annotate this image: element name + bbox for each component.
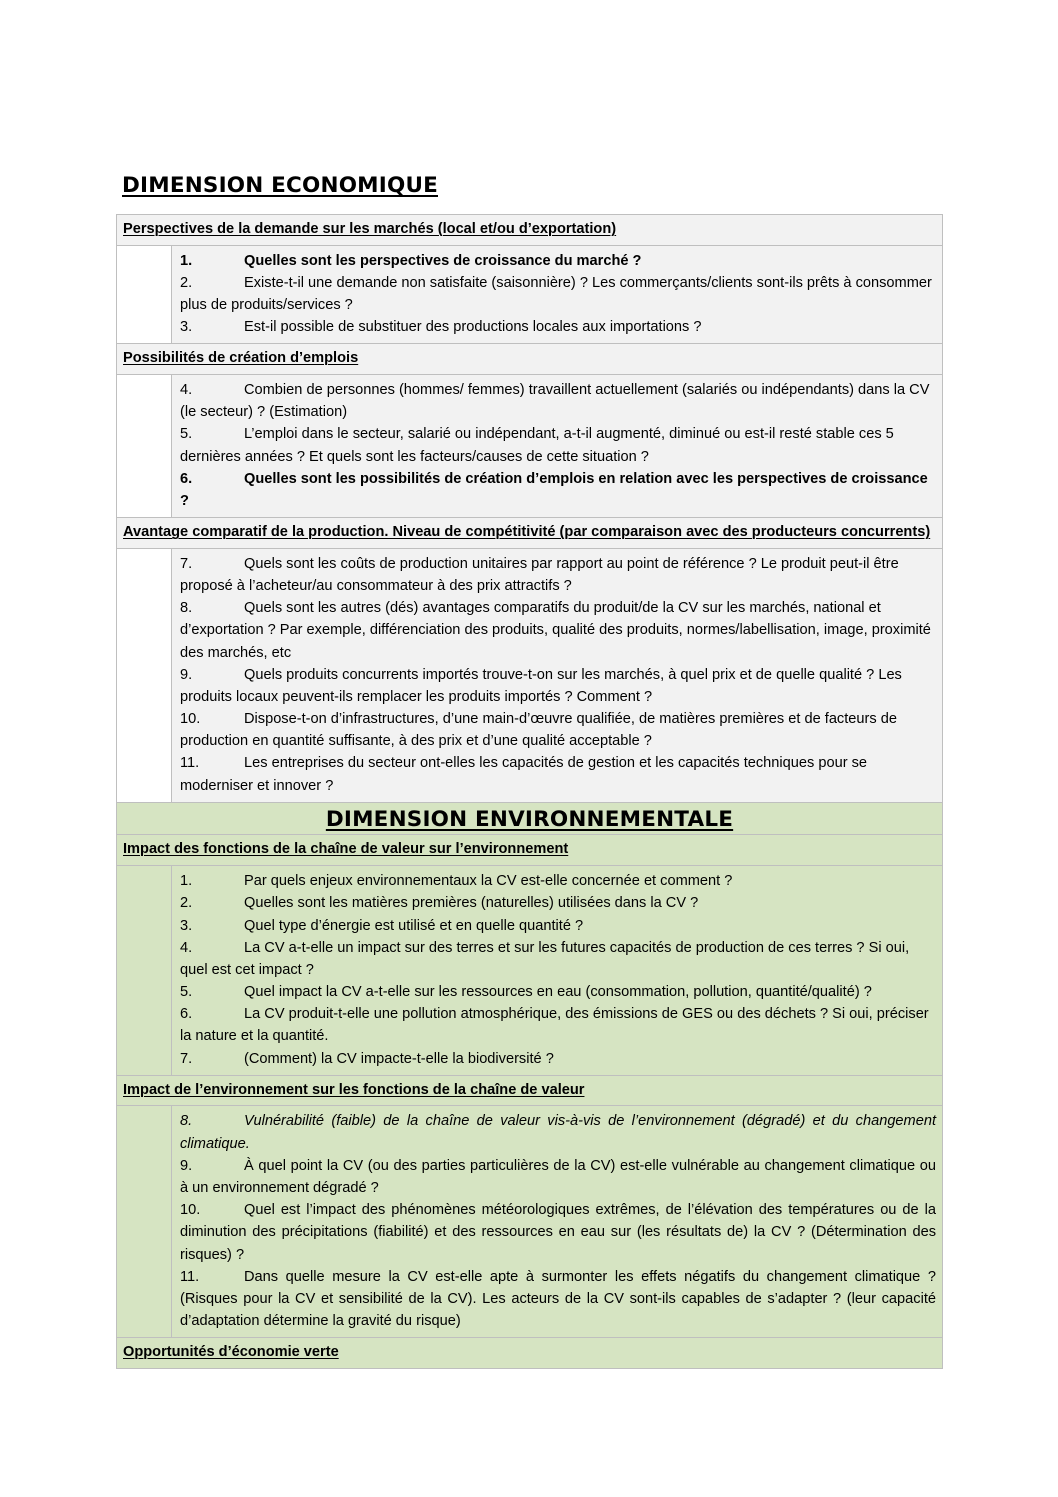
- question-text: La CV a-t-elle un impact sur des terres et sur les futures capacités de production de ces terres ? Si oui, quel est cet impact ?: [180, 939, 910, 978]
- section-header-creation-emplois: [117, 344, 943, 375]
- question-text: Quel impact la CV a-t-elle sur les ressources en eau (consommation, pollution, quantité/qualité) ?: [244, 984, 872, 1001]
- question-number: 3.: [180, 917, 193, 934]
- section-header-row: [117, 344, 943, 375]
- section-header-row: [117, 1075, 943, 1106]
- gutter-cell: [117, 375, 172, 518]
- questions-row: [117, 375, 943, 518]
- question-number: 4.: [180, 382, 193, 399]
- questionnaire-table-body: [117, 215, 943, 1369]
- question-text: Quelles sont les possibilités de création d’emplois en relation avec les perspectives de croissance ?: [180, 470, 928, 509]
- question-text: Quels produits concurrents importés trouve-t-on sur les marchés, à quel prix et de quelle qualité ? Les produits locaux peuvent-ils remplacer les produits importés ? Comment ?: [180, 666, 902, 705]
- question-number: 7.: [180, 1050, 193, 1067]
- question-item: [172, 1266, 936, 1333]
- question-number: 1.: [180, 873, 193, 890]
- question-number: 9.: [180, 1157, 193, 1174]
- question-text: Dans quelle mesure la CV est-elle apte à surmonter les effets négatifs du changement climatique ? (Risques pour la CV et sensibilité de la CV). Les acteurs de la CV sont-ils capables de s’adapter ? (leur capacité d’adaptation détermine la gravité du risque): [180, 1268, 936, 1330]
- section-header-row: [117, 1338, 943, 1369]
- section-header-label: Avantage comparatif de la production. Niveau de compétitivité (par comparaison avec des producteurs concurrents): [123, 524, 931, 541]
- question-item: [172, 870, 936, 892]
- question-item: [172, 1199, 936, 1266]
- dimension-banner-cell: [117, 802, 943, 835]
- section-header-label: Impact de l’environnement sur les fonctions de la chaîne de valeur: [123, 1081, 585, 1098]
- question-number: 5.: [180, 426, 193, 443]
- section-header-impact-environnement-fonctions: [117, 1075, 943, 1106]
- question-number: 3.: [180, 319, 193, 336]
- question-item: [172, 915, 936, 937]
- section-header-avantage-comparatif: [117, 518, 943, 549]
- question-number: 10.: [180, 711, 201, 728]
- question-number: 5.: [180, 984, 193, 1001]
- question-number: 2.: [180, 274, 193, 291]
- question-item: [172, 708, 936, 752]
- question-number: 11.: [180, 755, 200, 772]
- question-number: 10.: [180, 1202, 201, 1219]
- question-item: [172, 1048, 936, 1070]
- question-number: 4.: [180, 939, 193, 956]
- section-header-label: Perspectives de la demande sur les marchés (local et/ou d’exportation): [123, 221, 617, 237]
- questions-row: [117, 866, 943, 1076]
- questions-cell-avantage-comparatif: [172, 548, 943, 802]
- questions-row: [117, 548, 943, 802]
- question-item: [172, 1003, 936, 1047]
- questions-row: [117, 1106, 943, 1338]
- question-text: La CV produit-t-elle une pollution atmosphérique, des émissions de GES ou des déchets ? Si oui, préciser la nature et la quantité.: [180, 1006, 929, 1045]
- page-title-environmental-dimension: DIMENSION ENVIRONNEMENTALE: [325, 806, 734, 832]
- question-number: 6.: [180, 470, 193, 487]
- question-text: Quels sont les autres (dés) avantages comparatifs du produit/de la CV sur les marchés, national et d’exportation ? Par exemple, différenciation des produits, qualité des produits, normes/labellisation, image, proximité des marchés, etc: [180, 600, 931, 661]
- question-item: [172, 981, 936, 1003]
- question-text: Quelles sont les matières premières (naturelles) utilisées dans la CV ?: [244, 895, 699, 912]
- question-number: 6.: [180, 1006, 193, 1023]
- questions-cell-impact-fonctions-environnement: [172, 866, 943, 1076]
- question-number: 2.: [180, 895, 193, 912]
- question-item: [172, 379, 936, 423]
- section-header-row: [117, 215, 943, 246]
- questionnaire-table: [116, 214, 943, 1369]
- section-header-opportunites-economie-verte: [117, 1338, 943, 1369]
- question-item: [172, 468, 936, 512]
- question-number: 1.: [180, 252, 193, 269]
- question-item: [172, 272, 936, 316]
- question-text: Dispose-t-on d’infrastructures, d’une main-d’œuvre qualifiée, de matières premières et de facteurs de production en quantité suffisante, à des prix et d’une qualité acceptable ?: [180, 711, 897, 750]
- question-item: [172, 553, 936, 597]
- question-number: 8.: [180, 1113, 193, 1130]
- section-header-label: Impact des fonctions de la chaîne de valeur sur l’environnement: [123, 841, 569, 858]
- questions-cell-impact-environnement-fonctions: [172, 1106, 943, 1338]
- section-header-row: [117, 518, 943, 549]
- question-item: [172, 1155, 936, 1199]
- questions-cell-perspectives-demande: [172, 245, 943, 344]
- question-item: [172, 937, 936, 981]
- question-item: [172, 664, 936, 708]
- section-header-row: [117, 835, 943, 866]
- section-header-perspectives-demande: [117, 215, 943, 246]
- question-text: Quel type d’énergie est utilisé et en quelle quantité ?: [244, 917, 584, 934]
- question-text: À quel point la CV (ou des parties particulières de la CV) est-elle vulnérable au changement climatique ou à un environnement dégradé ?: [180, 1157, 936, 1196]
- section-header-label: Opportunités d’économie verte: [123, 1344, 339, 1361]
- question-item: [172, 316, 936, 338]
- question-text: Quels sont les coûts de production unitaires par rapport au point de référence ? Le produit peut-il être proposé à l’acheteur/au consommateur à des prix attractifs ?: [180, 555, 899, 595]
- question-text: Existe-t-il une demande non satisfaite (saisonnière) ? Les commerçants/clients sont-ils prêts à consommer plus de produits/services ?: [180, 274, 932, 314]
- question-text: Quel est l’impact des phénomènes météorologiques extrêmes, de l’élévation des températures ou de la diminution des précipitations (fiabilité) et des ressources en eau sur (les résultats de) la CV ? (Détermination des risques) ?: [180, 1202, 936, 1263]
- question-text: Est-il possible de substituer des productions locales aux importations ?: [244, 319, 702, 336]
- questions-cell-creation-emplois: [172, 375, 943, 518]
- gutter-cell: [117, 548, 172, 802]
- question-number: 8.: [180, 600, 193, 617]
- question-text: Quelles sont les perspectives de croissance du marché ?: [244, 252, 642, 269]
- question-text: Vulnérabilité (faible) de la chaîne de valeur vis-à-vis de l’environnement (dégradé) et du changement climatique.: [180, 1113, 936, 1152]
- question-text: (Comment) la CV impacte-t-elle la biodiversité ?: [244, 1050, 554, 1067]
- gutter-cell: [117, 245, 172, 344]
- section-header-label: Possibilités de création d’emplois: [123, 350, 359, 367]
- page-title-economic-dimension: DIMENSION ECONOMIQUE: [122, 173, 438, 198]
- question-text: Les entreprises du secteur ont-elles les capacités de gestion et les capacités techniques pour se moderniser et innover ?: [180, 755, 868, 794]
- question-text: Par quels enjeux environnementaux la CV est-elle concernée et comment ?: [244, 873, 733, 890]
- question-item: [172, 892, 936, 914]
- question-text: Combien de personnes (hommes/ femmes) travaillent actuellement (salariés ou indépendants) dans la CV (le secteur) ? (Estimation): [180, 382, 930, 421]
- gutter-cell: [117, 1106, 172, 1338]
- dimension-banner-row: [117, 802, 943, 835]
- question-item: [172, 597, 936, 664]
- question-item: [172, 423, 936, 467]
- question-text: L’emploi dans le secteur, salarié ou indépendant, a-t-il augmenté, diminué ou est-il resté stable ces 5 dernières années ? Et quels sont les facteurs/causes de cette situation ?: [180, 426, 894, 465]
- gutter-cell: [117, 866, 172, 1076]
- section-header-impact-fonctions-environnement: [117, 835, 943, 866]
- question-number: 9.: [180, 666, 193, 683]
- question-item: [172, 752, 936, 796]
- question-number: 11.: [180, 1268, 200, 1285]
- questions-row: [117, 245, 943, 344]
- question-item: [172, 1110, 936, 1154]
- question-item: [172, 250, 936, 272]
- question-number: 7.: [180, 555, 193, 572]
